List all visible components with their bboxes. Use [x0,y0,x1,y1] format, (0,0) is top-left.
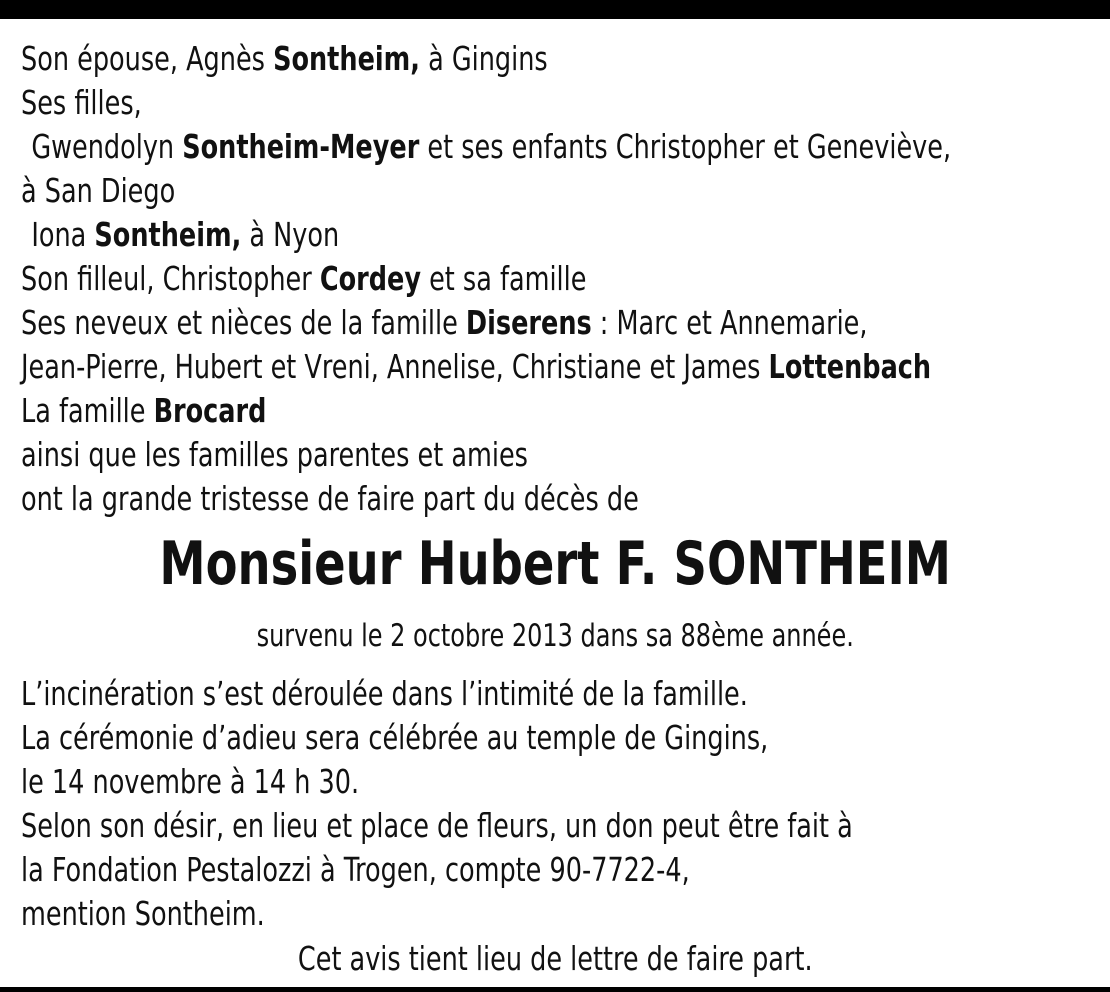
closing-note [0,937,1110,981]
death-info [0,614,1110,658]
gwendolyn-surname: Sontheim-Meyer [182,127,420,166]
family-line-nephews [21,301,950,345]
relatives-text: ainsi que les familles parentes et amies [21,435,528,474]
godson-text: Son filleul, Christopher [21,259,320,298]
closing-text: Cet avis tient lieu de lettre de faire part. [297,939,813,978]
family-line-announcement [21,477,950,521]
info-line-donation: Selon son désir, en lieu et place de fleurs, un don peut être fait à [21,806,853,845]
gwendolyn-children: et ses enfants Christopher et Geneviève, [419,127,952,166]
family-line-relatives [21,433,950,477]
death-info-text: survenu le 2 octobre 2013 dans sa 88ème année. [256,618,854,654]
godson-family: et sa famille [420,259,587,298]
info-line-ceremony: La cérémonie d’adieu sera célébrée au temple de Gingins, [21,718,769,757]
lottenbach-surname: Lottenbach [768,347,932,386]
brocard-text: La famille [21,391,154,430]
family-line-daughters [21,81,950,125]
spouse-surname: Sontheim, [273,39,420,78]
info-line-mention: mention Sontheim. [21,894,265,933]
iona-location: à Nyon [241,215,340,254]
nephews-surname: Diserens [465,303,592,342]
family-line-san-diego [21,169,950,213]
top-rule [0,0,1110,19]
deceased-name-text: Monsieur Hubert F. SONTHEIM [159,529,951,599]
family-line-gwendolyn [21,125,950,169]
daughters-label: Ses filles, [21,83,142,122]
family-line-godson [21,257,950,301]
brocard-surname: Brocard [153,391,267,430]
family-line-lottenbach [21,345,950,389]
godson-surname: Cordey [319,259,421,298]
san-diego-text: à San Diego [21,171,176,210]
info-line-date: le 14 novembre à 14 h 30. [21,762,360,801]
iona-surname: Sontheim, [94,215,242,254]
family-line-iona [21,213,950,257]
info-line-incineration: L’incinération s’est déroulée dans l’intimité de la famille. [21,674,748,713]
ceremony-info [21,672,1101,936]
bottom-rule [0,987,1110,992]
family-line-spouse [21,37,950,81]
nephews-names: : Marc et Annemarie, [591,303,868,342]
announcement-text: ont la grande tristesse de faire part du décès de [21,479,639,518]
lottenbach-names: Jean-Pierre, Hubert et Vreni, Annelise, Christiane et James [21,347,769,386]
nephews-text: Ses neveux et nièces de la famille [21,303,466,342]
iona-text: Iona [31,215,95,254]
deceased-name [0,526,1110,602]
spouse-text: Son épouse, Agnès [21,39,274,78]
info-line-foundation: la Fondation Pestalozzi à Trogen, compte 90-7722-4, [21,850,690,889]
family-line-brocard [21,389,950,433]
spouse-location: à Gingins [419,39,548,78]
gwendolyn-text: Gwendolyn [31,127,183,166]
family-list [21,37,1101,521]
